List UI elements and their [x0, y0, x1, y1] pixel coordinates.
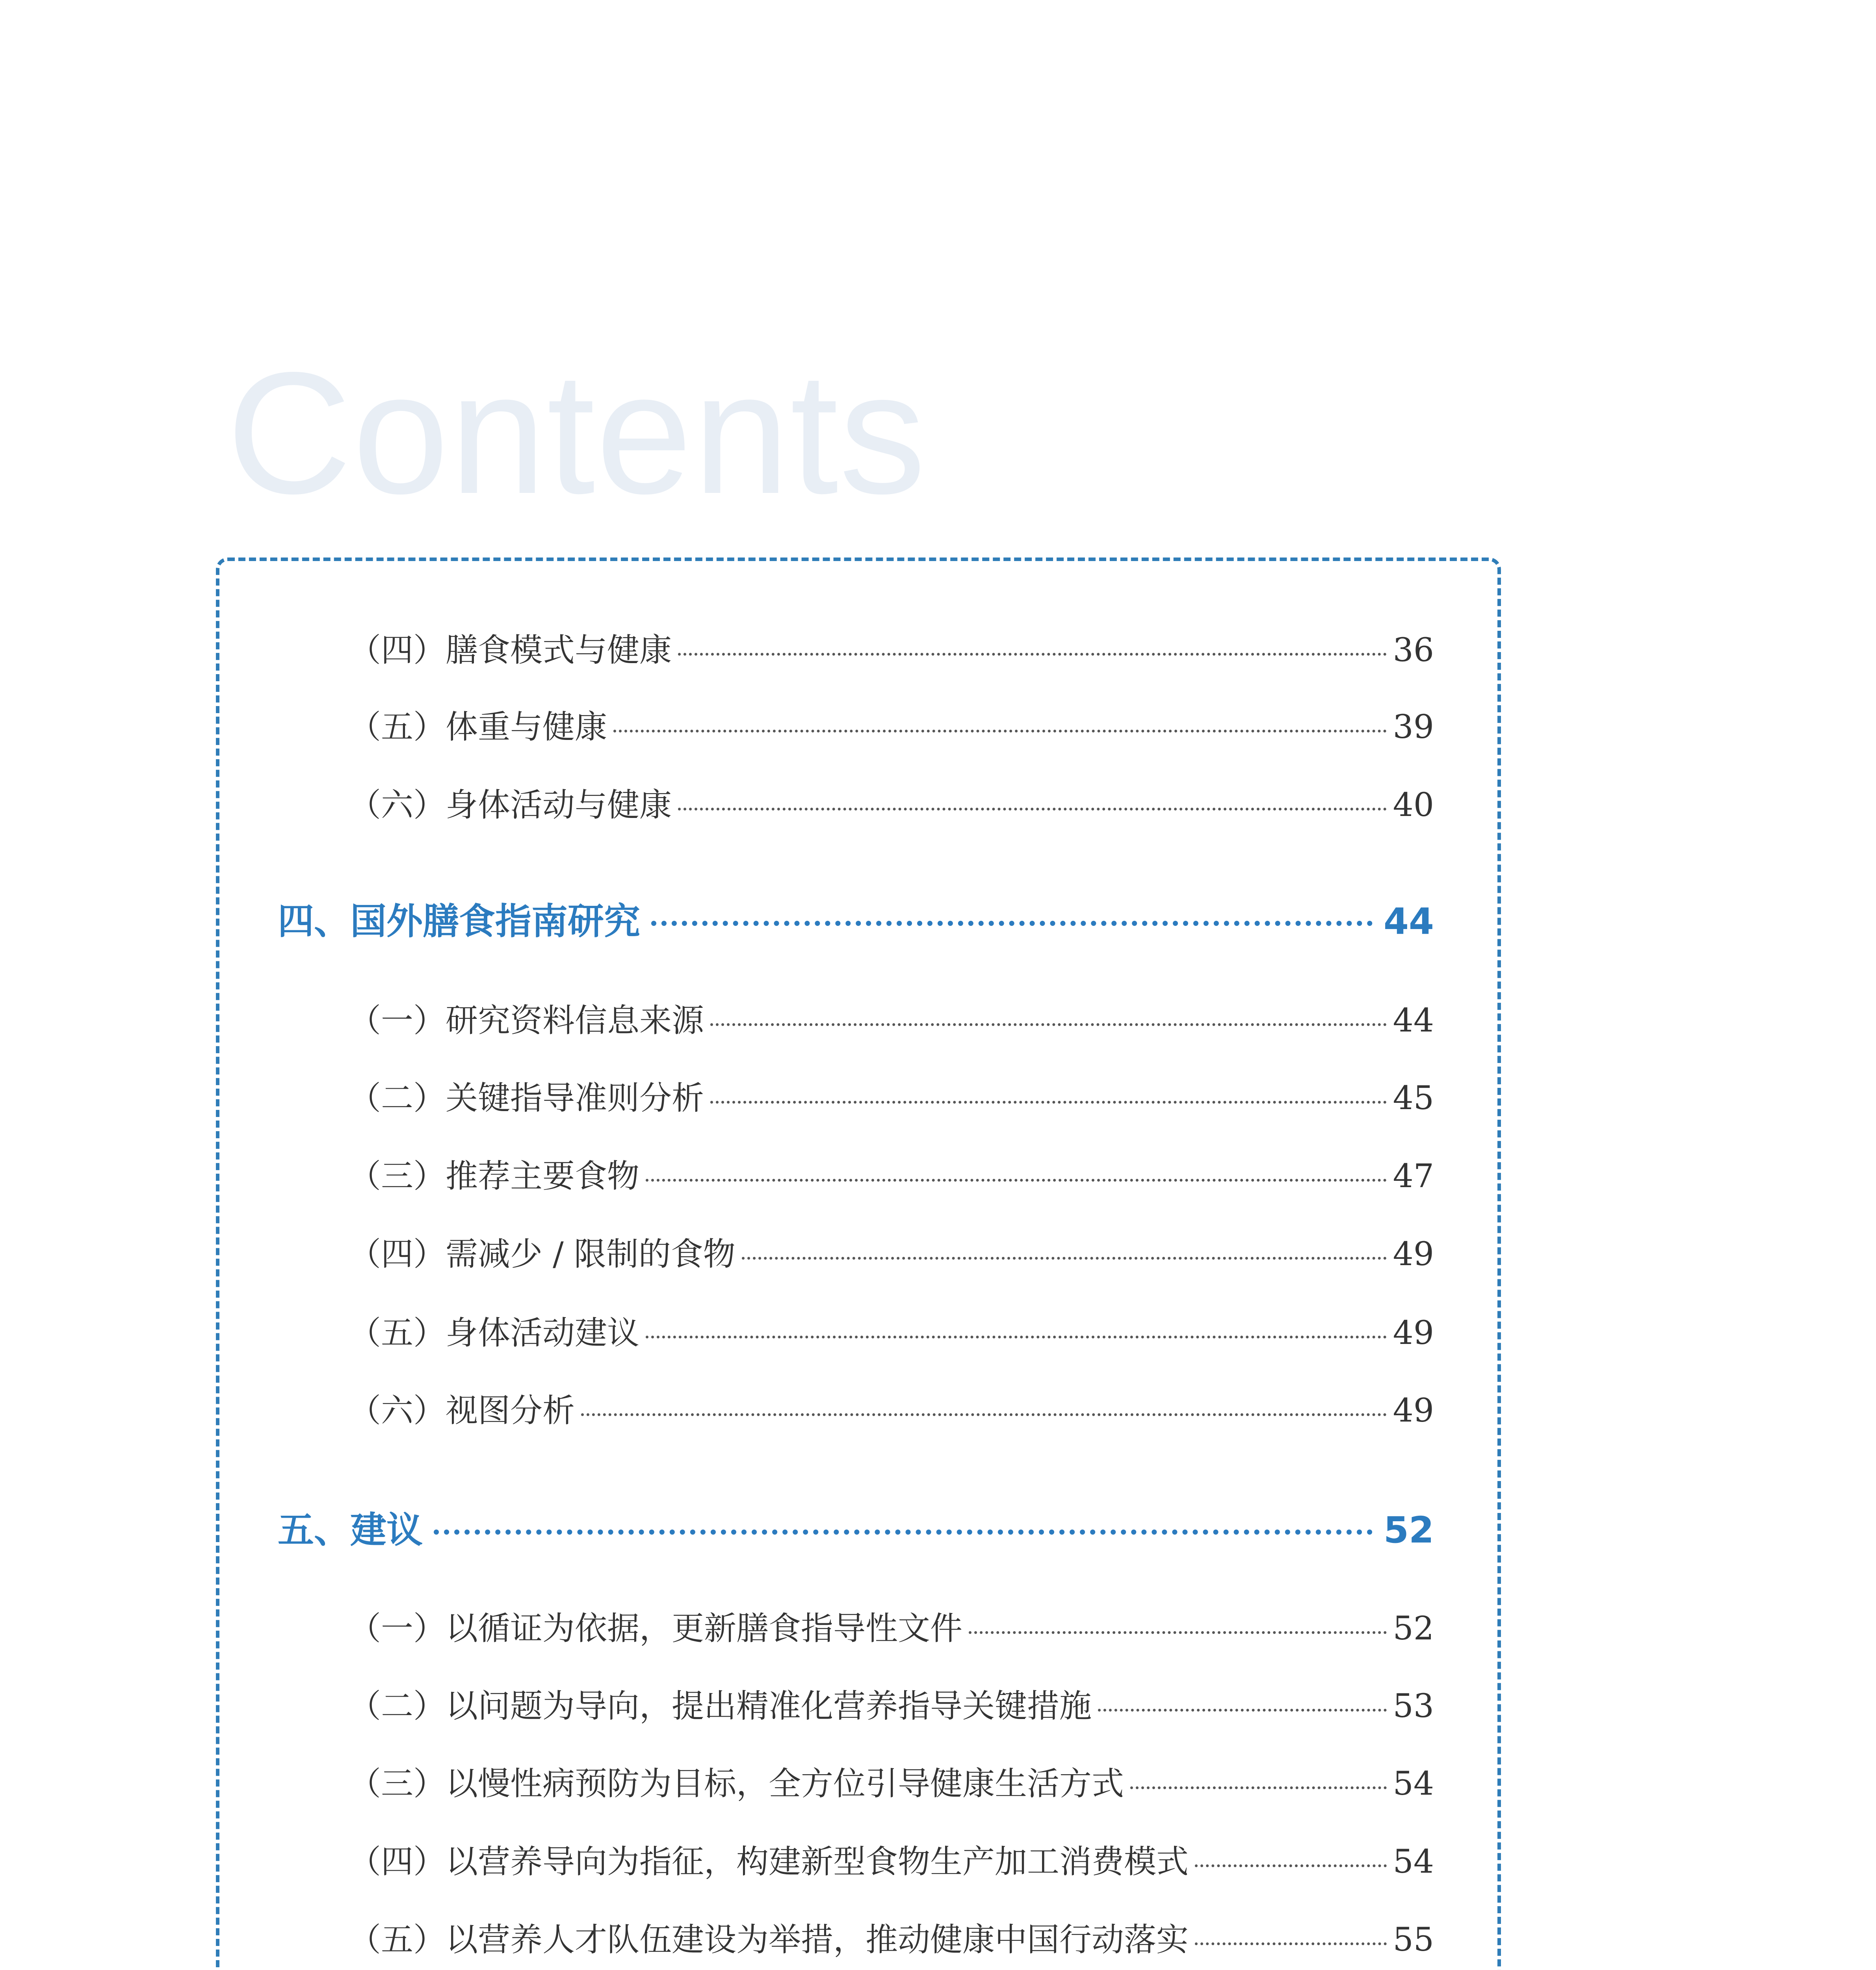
- dot-leader: [646, 1179, 1387, 1182]
- toc-entry-label: （五）以营养人才队伍建设为举措，推动健康中国行动落实: [349, 1921, 1189, 1959]
- toc-entry-page: 39: [1393, 708, 1434, 746]
- dot-leader: [1195, 1864, 1387, 1867]
- toc-entry-page: 40: [1393, 786, 1434, 824]
- toc-entry-page: 55: [1393, 1921, 1434, 1959]
- toc-entry-label: （五）身体活动建议: [349, 1314, 640, 1352]
- dot-leader: [742, 1257, 1387, 1260]
- toc-entry-sub[interactable]: [349, 1228, 1434, 1275]
- dot-leader: [1195, 1942, 1387, 1945]
- toc-section-label: 四、国外膳食指南研究: [278, 900, 641, 942]
- toc-entry-label: （三）推荐主要食物: [349, 1158, 640, 1195]
- toc-entry-label: （一）研究资料信息来源: [349, 1002, 704, 1039]
- dot-leader: [434, 1530, 1373, 1535]
- dot-leader: [613, 730, 1387, 732]
- dot-leader: [646, 1336, 1387, 1338]
- toc-entry-page: 47: [1393, 1158, 1434, 1195]
- toc-entry-sub[interactable]: [349, 995, 1434, 1041]
- toc-entry-sub[interactable]: [349, 624, 1434, 671]
- dot-leader: [710, 1101, 1387, 1104]
- dot-leader: [581, 1413, 1387, 1416]
- toc-entry-sub[interactable]: [349, 1758, 1434, 1804]
- toc-entry-sub[interactable]: [349, 1836, 1434, 1882]
- toc-entry-sub[interactable]: [349, 1385, 1434, 1431]
- toc-entry-sub[interactable]: [349, 1072, 1434, 1119]
- dot-leader: [651, 921, 1373, 926]
- toc-entry-label: （四）以营养导向为指征，构建新型食物生产加工消费模式: [349, 1843, 1189, 1881]
- toc-section-page: 52: [1383, 1509, 1434, 1551]
- toc-entry-main[interactable]: [278, 892, 1434, 944]
- toc-entry-label: （六）身体活动与健康: [349, 786, 672, 824]
- dot-leader: [710, 1023, 1387, 1026]
- toc-entry-label: （二）以问题为导向，提出精准化营养指导关键措施: [349, 1688, 1092, 1725]
- toc-entry-page: 45: [1393, 1080, 1434, 1117]
- dot-leader: [969, 1631, 1387, 1634]
- toc-entry-page: 49: [1393, 1236, 1434, 1273]
- toc-entry-sub[interactable]: [349, 779, 1434, 825]
- toc-entry-page: 49: [1393, 1314, 1434, 1352]
- toc-entry-main[interactable]: [278, 1501, 1434, 1553]
- toc-entry-sub[interactable]: [349, 1680, 1434, 1727]
- toc-entry-label: （四）需减少 / 限制的食物: [349, 1236, 736, 1273]
- toc-entry-page: 53: [1393, 1688, 1434, 1725]
- toc-entry-label: （一）以循证为依据，更新膳食指导性文件: [349, 1610, 963, 1647]
- toc-entry-sub[interactable]: [349, 701, 1434, 747]
- toc-entry-sub[interactable]: [349, 1914, 1434, 1960]
- toc-entry-page: 54: [1393, 1765, 1434, 1803]
- dot-leader: [678, 808, 1387, 810]
- toc-section-page: 44: [1383, 900, 1434, 942]
- dot-leader: [678, 653, 1387, 656]
- toc-entry-page: 52: [1393, 1610, 1434, 1647]
- toc-entry-sub[interactable]: [349, 1150, 1434, 1197]
- toc-entry-page: 54: [1393, 1843, 1434, 1881]
- toc-entry-sub[interactable]: [349, 1603, 1434, 1649]
- toc-entry-label: （六）视图分析: [349, 1392, 575, 1429]
- contents-watermark: Contents: [227, 336, 927, 530]
- toc-entry-label: （二）关键指导准则分析: [349, 1080, 704, 1117]
- dot-leader: [1098, 1709, 1387, 1712]
- toc-entry-page: 36: [1393, 632, 1434, 669]
- toc-section-label: 五、建议: [278, 1509, 423, 1551]
- toc-entry-label: （五）体重与健康: [349, 708, 607, 746]
- toc-entry-page: 44: [1393, 1002, 1434, 1039]
- toc-entry-label: （三）以慢性病预防为目标，全方位引导健康生活方式: [349, 1765, 1124, 1803]
- toc-entry-page: 49: [1393, 1392, 1434, 1429]
- dot-leader: [1130, 1786, 1387, 1789]
- toc-entry-label: （四）膳食模式与健康: [349, 632, 672, 669]
- toc-entry-sub[interactable]: [349, 1307, 1434, 1353]
